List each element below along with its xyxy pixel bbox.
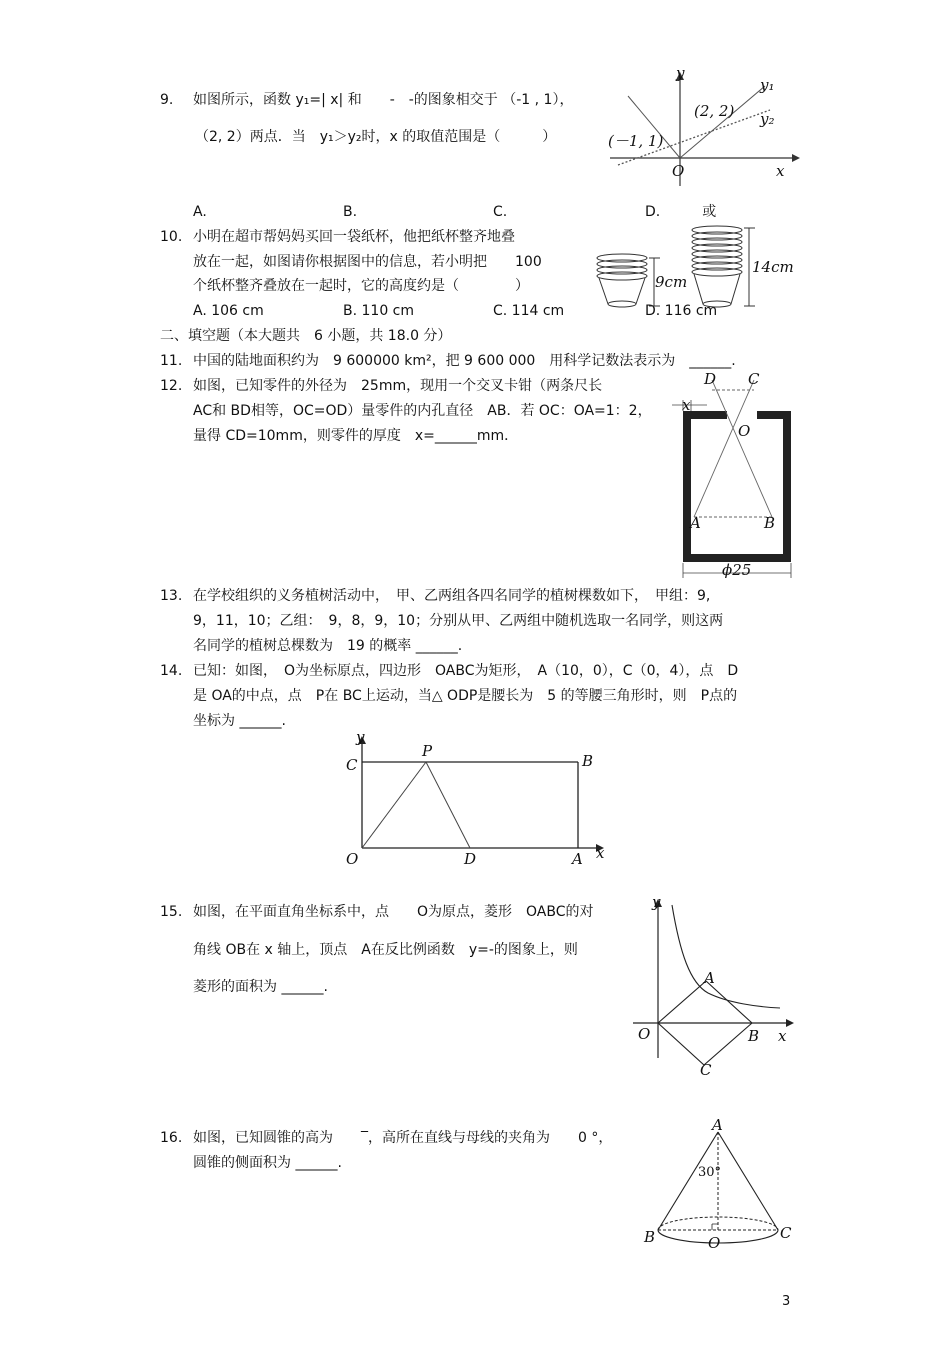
q14-fig-y-label: y xyxy=(356,728,365,746)
q16-cone-figure xyxy=(640,1118,800,1253)
q14-text-line3: 坐标为 ______. xyxy=(193,713,286,729)
q16-text-line2: 圆锥的侧面积为 ______. xyxy=(193,1155,342,1171)
q14-text-line1: 已知：如图， O为坐标原点，四边形 OABC为矩形， A（10，0），C（0，4），点 D xyxy=(193,663,739,679)
q15-text-line2: 角线 OB在 x 轴上，顶点 A在反比例函数 y=-的图象上，则 xyxy=(193,942,578,958)
q9-fig-x-label: x xyxy=(776,162,785,180)
q15-fig-point-b: B xyxy=(748,1027,760,1045)
q9-text-line1: 如图所示，函数 y₁=| x| 和 - -的图象相交于 （-1 , 1）， xyxy=(193,92,574,108)
q13-text-line1: 在学校组织的义务植树活动中， 甲、乙两组各四名同学的植树棵数如下， 甲组：9, xyxy=(193,588,711,604)
q12-text-line2: AC和 BD相等，OC=OD）量零件的内孔直径 AB．若 OC：OA=1：2， xyxy=(193,403,652,419)
q9-fig-point-neg1-1: (－1, 1) xyxy=(608,132,664,150)
q10-option-b: B. 110 cm xyxy=(343,303,415,319)
q12-fig-point-o: O xyxy=(738,422,751,440)
q13-text-line2: 9，11，10；乙组： 9，8，9，10；分别从甲、乙两组中随机选取一名同学，则这两 xyxy=(193,613,724,629)
q10-text-line3: 个纸杯整齐叠放在一起时，它的高度约是（ ） xyxy=(193,278,529,294)
q16-number: 16. xyxy=(160,1130,183,1146)
q9-option-a: A. xyxy=(193,204,207,220)
q10-number: 10. xyxy=(160,229,183,245)
q9-option-c: C. xyxy=(493,204,508,220)
q14-fig-point-a: A xyxy=(572,850,583,868)
q9-function-graph xyxy=(600,64,800,188)
q10-text-line1: 小明在超市帮妈妈买回一袋纸杯，他把纸杯整齐地叠 xyxy=(193,229,515,245)
q12-fig-point-c: C xyxy=(748,370,760,388)
q12-caliper-figure xyxy=(672,370,797,580)
page-number: 3 xyxy=(782,1294,791,1309)
q9-fig-origin: O xyxy=(672,162,685,180)
q14-fig-point-b: B xyxy=(582,752,594,770)
q12-fig-point-a: A xyxy=(690,514,701,532)
q15-fig-point-c: C xyxy=(700,1061,712,1079)
q12-number: 12. xyxy=(160,378,183,394)
q9-fig-y-label: y xyxy=(676,64,685,82)
q15-fig-point-o: O xyxy=(638,1025,651,1043)
q12-fig-point-b: B xyxy=(764,514,776,532)
q12-fig-thickness-x: x xyxy=(682,396,691,414)
q14-fig-x-label: x xyxy=(596,844,605,862)
q16-fig-point-o: O xyxy=(708,1234,721,1252)
q10-text-line2: 放在一起，如图请你根据图中的信息，若小明把 100 xyxy=(193,254,542,270)
q11-number: 11. xyxy=(160,353,183,369)
q16-text-line1: 如图，已知圆锥的高为 ‾，高所在直线与母线的夹角为 0 °， xyxy=(193,1130,613,1146)
q12-fig-point-d: D xyxy=(704,370,717,388)
q15-fig-x-label: x xyxy=(778,1027,787,1045)
q12-text-line3: 量得 CD=10mm，则零件的厚度 x=______mm． xyxy=(193,428,519,444)
q9-fig-y2-label: y₂ xyxy=(760,110,775,128)
q15-fig-point-a: A xyxy=(704,969,715,987)
q13-text-line3: 名同学的植树总棵数为 19 的概率 ______. xyxy=(193,638,463,654)
q14-text-line2: 是 OA的中点，点 P在 BC上运动，当△ ODP是腰长为 5 的等腰三角形时，则 P点的 xyxy=(193,688,738,704)
q12-fig-diameter: ϕ25 xyxy=(722,561,752,579)
q14-number: 14. xyxy=(160,663,183,679)
q9-option-b: B. xyxy=(343,204,358,220)
q9-number: 9. xyxy=(160,92,174,108)
q16-fig-point-c: C xyxy=(780,1224,792,1242)
q10-option-c: C. 114 cm xyxy=(493,303,565,319)
q14-fig-point-p: P xyxy=(422,742,433,760)
q15-text-line3: 菱形的面积为 ______. xyxy=(193,979,328,995)
q9-text-line2: （2, 2）两点．当 y₁＞y₂时，x 的取值范围是（ ） xyxy=(195,129,557,145)
q10-option-a: A. 106 cm xyxy=(193,303,264,319)
q9-fig-point-2-2: (2, 2) xyxy=(694,102,735,120)
q10-fig-height-9cm: 9cm xyxy=(655,273,688,291)
q12-text-line1: 如图，已知零件的外径为 25mm，现用一个交叉卡钳（两条尺长 xyxy=(193,378,603,394)
q16-fig-point-b: B xyxy=(644,1228,656,1246)
q9-fig-y1-label: y₁ xyxy=(760,76,775,94)
q14-rectangle-figure xyxy=(340,730,610,870)
q15-text-line1: 如图，在平面直角坐标系中，点 O为原点，菱形 OABC的对 xyxy=(193,904,594,920)
q13-number: 13. xyxy=(160,588,183,604)
section-2-heading: 二、填空题（本大题共 6 小题，共 18.0 分） xyxy=(160,328,452,344)
q10-paper-cups-figure xyxy=(592,220,797,315)
q15-number: 15. xyxy=(160,904,183,920)
q15-rhombus-figure xyxy=(628,893,798,1078)
q16-fig-angle: 30° xyxy=(698,1165,722,1180)
q10-option-d: D. 116 cm xyxy=(645,303,718,319)
q14-fig-point-o: O xyxy=(346,850,359,868)
q11-text-line1: 中国的陆地面积约为 9 600000 km²，把 9 600 000 用科学记数法表示为 ______. xyxy=(193,353,736,369)
q14-fig-point-c: C xyxy=(346,756,358,774)
q10-fig-height-14cm: 14cm xyxy=(752,258,794,276)
q15-fig-y-label: y xyxy=(652,893,661,911)
q16-fig-point-a: A xyxy=(712,1116,723,1134)
q9-option-d: D. 或 xyxy=(645,204,717,220)
q14-fig-point-d: D xyxy=(464,850,477,868)
